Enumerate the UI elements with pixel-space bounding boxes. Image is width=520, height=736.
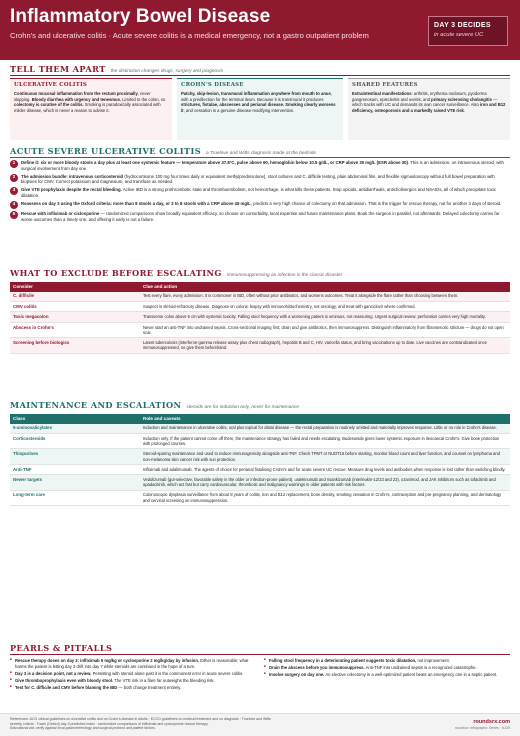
section-heading: ACUTE SEVERE ULCERATIVE COLITIS	[10, 146, 202, 156]
table-row: Long-term care Colonoscopic dysplasia surveillance from about 8 years of colitis, iron and B12 replacement, bone density, smoking cessation in Crohn's, contraception and pre-pregnancy planning, and dermatology and cervical screening on immunosuppression.	[10, 490, 510, 505]
column-header: Clue and action	[140, 282, 510, 292]
uc-box	[10, 78, 172, 140]
step-item: 3 Give VTE prophylaxis despite the rectal bleeding. Active IBD is a strong prothrombotic state and thromboembolism, not hemorrhage, is what kills these patients. Stop opioids, antidiarrheals, anticholinergics and NSAIDs, all of which precipitate toxic dilatation.	[10, 187, 510, 198]
section-heading: PEARLS & PITFALLS	[10, 643, 113, 653]
table-row: Abscess in Crohn's Never start an anti-TNF into undrained sepsis. Cross-sectional imaging first; drain and give antibiotics, then immunosuppress. Distinguish inflammatory from fibrostenotic stricture — drugs do not open scar.	[10, 322, 510, 337]
step-number: 3	[10, 187, 18, 195]
page-footer	[0, 713, 520, 736]
list-item: ■ Drain the abscess before you immunosuppress. Anti-TNF into undrained sepsis is a recognized catastrophe.	[264, 665, 510, 671]
table-row: CMV colitis Suspect in steroid-refractory disease. Diagnose on colonic biopsy with immunohistochemistry, not serology, and treat with ganciclovir where confirmed.	[10, 302, 510, 312]
step-item: 5 Rescue with infliximab or ciclosporine — randomized comparisons show broadly equivalent efficacy, so choose on comorbidity, local expertise and future maintenance plans. Book the surgeon in parallel, not afterwards. Delayed colectomy carries far worse outcomes than a timely one, and offering it early is not a failure.	[10, 211, 510, 222]
table-row: Corticosteroids Induction only. If the patient cannot come off them, the maintenance strategy has failed and needs escalating. Budesonide gives lower systemic exposure in ileocaecal Crohn's. Give bone protection with prolonged courses.	[10, 434, 510, 449]
series-label: roundsrx Infographic Series · #129	[454, 726, 510, 731]
list-item: ■ Day 3 is a decision point, not a review. Persisting with steroid alone past it is the commonest error in acute severe colitis.	[10, 671, 256, 677]
divider	[10, 654, 510, 655]
list-item: ■ Rescue therapy doses on day 3: infliximab 5 mg/kg or cyclosporine 2 mg/kg/day by infusion. Either is reasonable; what harms the patient is letting day 3 drift into day 7 while steroids are continued in the hope of a turn.	[10, 658, 256, 669]
section-heading: TELL THEM APART	[10, 64, 106, 74]
list-item: ■ Give thromboprophylaxis even with bloody stool. The VTE risk in a flare far outweighs the bleeding risk.	[10, 678, 256, 684]
acute-steps	[10, 160, 510, 225]
table-row: Thiopurines Steroid-sparing maintenance and used to reduce immunogenicity alongside anti-TNF. Check TPMT or NUDT15 before starting, monitor blood count and liver function, and counsel on lymphoma and non-melanoma skin cancer risk with sun protection.	[10, 449, 510, 464]
page-header	[0, 0, 520, 60]
uc-title: ULCERATIVE COLITIS	[14, 82, 88, 88]
shared-text: Extraintestinal manifestations: arthritis, erythema nodosum, pyoderma gangrenosum, episcleritis and uveitis, and primary sclerosing cholangitis — which tracks with UC and demands its own cancer surveillance. Also iron and B12 deficiency, osteoporosis and a markedly raised VTE risk.	[352, 91, 506, 113]
step-item: 1 Define it: six or more bloody stools a day plus at least one systemic feature — temperature above 37.8°C, pulse above 90, hemoglobin below 10.5 g/dL, or CRP above 30 mg/L (ESR above 30). This is an admission, on intravenous steroid, with surgical involvement from day one.	[10, 160, 510, 171]
list-item: ■ Involve surgery on day one. An elective colectomy in a well-optimized patient beats an emergency one in a septic patient.	[264, 672, 510, 678]
table-header-row	[10, 414, 510, 424]
section-note: a Truelove and Witts diagnosis made at the bedside	[206, 151, 317, 156]
step-item: 2 The admission bundle: intravenous corticosteroid (hydrocortisone 100 mg four times daily or equivalent methylprednisolone), stool cultures and C. difficile testing, plain abdominal film, and flexible sigmoidoscopy without full bowel preparation with biopsies for CMV. Correct potassium and magnesium, and transfuse as needed.	[10, 174, 510, 185]
table-header-row	[10, 282, 510, 292]
divider	[10, 75, 510, 76]
divider	[10, 157, 510, 158]
section-note: steroids are for induction only, never for maintenance	[186, 405, 300, 410]
page-title: Inflammatory Bowel Disease	[10, 6, 271, 27]
brand	[455, 719, 510, 731]
crohns-box	[177, 78, 343, 140]
section-note: immunosuppressing an infection is the classic disaster	[226, 273, 343, 278]
pearls-list	[10, 658, 510, 692]
column-header: Class	[10, 414, 140, 424]
pearls-column-left	[10, 658, 256, 692]
section-maintenance	[10, 400, 510, 411]
maintenance-table	[10, 414, 510, 506]
crohns-title: CROHN'S DISEASE	[181, 82, 244, 88]
table-row: Screening before biologics Latent tuberculosis (interferon-gamma release assay plus chest radiograph), hepatitis B and C, HIV, varicella status, and bring vaccinations up to date. Live vaccines are contraindicated once immunosuppressed, so give them beforehand.	[10, 338, 510, 353]
section-heading: WHAT TO EXCLUDE BEFORE ESCALATING	[10, 268, 222, 278]
exclude-table	[10, 282, 510, 354]
column-header: Consider	[10, 282, 140, 292]
site-link[interactable]: roundsrx.com	[473, 719, 510, 725]
table-row: Toxic megacolon Transverse colon above 6 cm with systemic toxicity. Falling stool frequency with a worsening patient is ominous, not reassuring. Urgent surgical review; perforation carries very high mortality.	[10, 312, 510, 322]
table-row: Anti-TNF Infliximab and adalimumab. The agents of choice for perianal fistulising Crohn's and for acute severe UC rescue. Measure drug levels and antibodies when response is lost rather than switching blindly.	[10, 464, 510, 474]
step-number: 2	[10, 174, 18, 182]
shared-title: SHARED FEATURES	[352, 82, 418, 88]
references: References: ACG clinical guidelines on ulcerative colitis and on Crohn's disease in adults · ECCO guidelines on medical treatment and on diagnosis · Truelove and Witts severity criteria · Travis (Oxford) day-3 predictive index · randomized comparisons of infliximab and cyclosporine rescue therapy. Educational aid; verify against local gastroenterology and surgical protocol and patient factors.	[10, 717, 271, 731]
uc-text: Continuous mucosal inflammation from the rectum proximally, never skipping. Bloody diarrhea with urgency and tenesmus. Limited to the colon, so colectomy is curative of the colitis. Smoking is paradoxically associated with milder disease, which is never a reason to advise it.	[14, 91, 166, 113]
table-row: Newer targets Vedolizumab (gut-selective, favorable safety in the older or infection-prone patient), ustekinumab and risankizumab (interleukin-12/23 and 23), ozanimod, and JAK inhibitors such as tofacitinib and upadacitinib, which act fast but carry cardiovascular, thrombotic and malignancy warnings in older patients with risk factors.	[10, 475, 510, 490]
section-pearls	[10, 643, 510, 654]
crohns-text: Patchy, skip-lesion, transmural inflammation anywhere from mouth to anus, with a predilection for the terminal ileum. Because it is transmural it produces strictures, fistulae, abscesses and perianal disease. Smoking clearly worsens it, and cessation is a genuine disease-modifying intervention.	[181, 91, 336, 113]
step-item: 4 Reassess on day 3 using the Oxford criteria: more than 8 stools a day, or 3 to 8 stools with a CRP above 45 mg/L, predicts a very high chance of colectomy on that admission. That is the trigger for rescue therapy, not for another 3 days of steroid.	[10, 201, 510, 209]
step-number: 5	[10, 211, 18, 219]
step-number: 1	[10, 160, 18, 168]
table-row: C. difficile Test every flare, every admission. It is commoner in IBD, often without prior antibiotics, and worsens outcomes. Treat it alongside the flare rather than choosing between them.	[10, 292, 510, 302]
badge-subtitle: in acute severe UC	[434, 32, 484, 39]
section-acute	[10, 146, 510, 157]
day3-badge	[428, 16, 508, 46]
pearls-column-right	[264, 658, 510, 692]
page-subtitle: Crohn's and ulcerative colitis · Acute severe colitis is a medical emergency, not a gastro outpatient problem	[10, 31, 369, 40]
section-tell-apart	[10, 64, 510, 75]
table-row: 5-aminosalicylates Induction and maintenance in ulcerative colitis, oral plus topical for distal disease — the rectal preparation is routinely omitted and materially improves response. Little or no role in Crohn's disease.	[10, 424, 510, 434]
list-item: ■ Falling stool frequency in a deteriorating patient suggests toxic dilatation, not improvement.	[264, 658, 510, 664]
list-item: ■ Test for C. difficile and CMV before blaming the IBD — both change treatment entirely.	[10, 685, 256, 691]
section-exclude	[10, 268, 510, 279]
section-heading: MAINTENANCE AND ESCALATION	[10, 400, 182, 410]
column-header: Role and caveats	[140, 414, 510, 424]
badge-title: DAY 3 DECIDES	[434, 22, 491, 29]
shared-box	[348, 78, 510, 140]
step-number: 4	[10, 201, 18, 209]
section-note: the distinction changes drugs, surgery and prognosis	[110, 69, 223, 74]
